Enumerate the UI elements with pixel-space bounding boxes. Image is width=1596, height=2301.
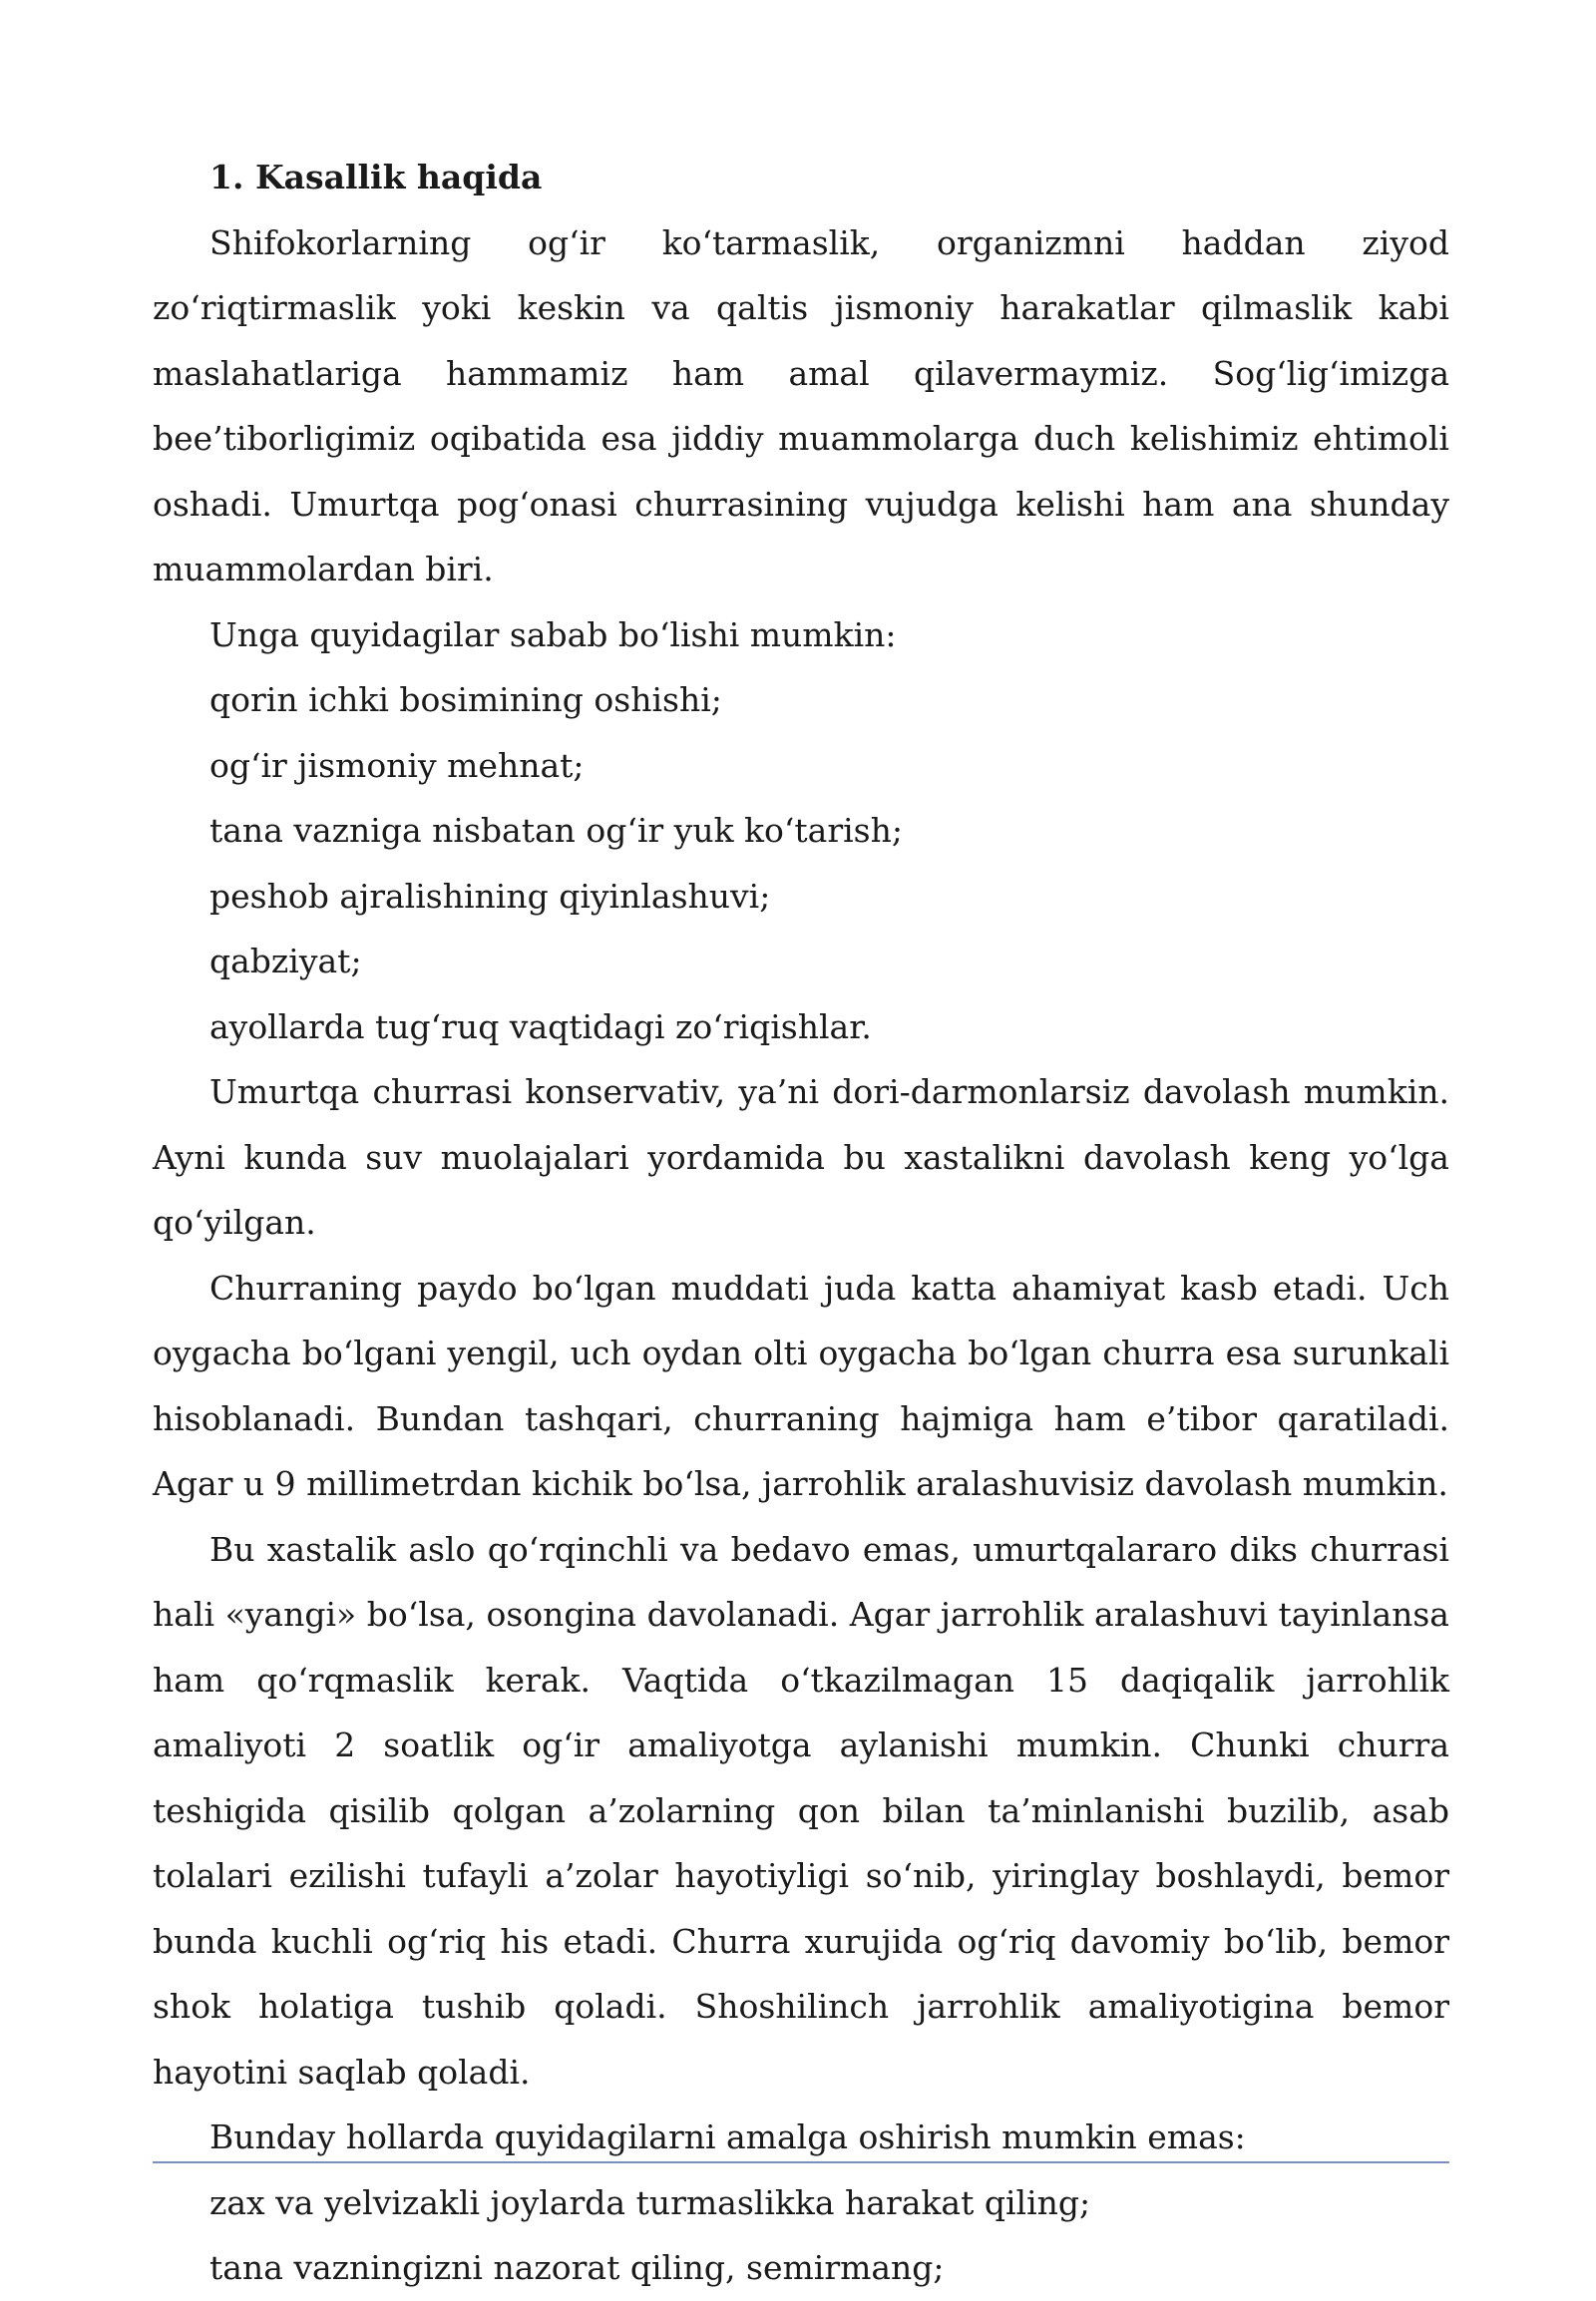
- paragraph-causes-lead: Unga quyidagilar sabab bo‘lishi mumkin:: [209, 614, 897, 654]
- document-page: [153, 145, 1449, 2301]
- list-item-cause: tana vazniga nisbatan og‘ir yuk ko‘tarish;: [209, 811, 903, 850]
- list-item-cause: ayollarda tug‘ruq vaqtidagi zo‘riqishlar.: [209, 1006, 872, 1046]
- list-item-cause: peshob ajralishining qiyinlashuvi;: [209, 876, 771, 916]
- paragraph-duration: Churraning paydo bo‘lgan muddati juda katta ahamiyat kasb etadi. Uch oygacha bo‘lgani yengil, uch oydan olti oygacha bo‘lgan churra esa surunkali hisoblanadi. Bundan tashqari, churraning hajmiga ham e’tibor qaratiladi. Agar u 9 millimetrdan kichik bo‘lsa, jarrohlik aralashuvisiz davolash mumkin.: [153, 1268, 1449, 1503]
- list-item-cause: qabziyat;: [209, 942, 362, 980]
- list-item-cause: og‘ir jismoniy mehnat;: [209, 745, 585, 785]
- paragraph-advice-lead: Bunday hollarda quyidagilarni amalga oshirish mumkin emas:: [209, 2117, 1246, 2156]
- paragraph-surgery: Bu xastalik aslo qo‘rqinchli va bedavo emas, umurtqalararo diks churrasi hali «yangi» bo‘lsa, osongina davolanadi. Agar jarrohlik aralashuvi tayinlansa ham qo‘rqmaslik kerak. Vaqtida o‘tkazilmagan 15 daqiqalik jarrohlik amaliyoti 2 soatlik og‘ir amaliyotga aylanishi mumkin. Chunki churra teshigida qisilib qolgan a’zolarning qon bilan ta’minlanishi buzilib, asab tolalari ezilishi tufayli a’zolar hayotiyligi so‘nib, yiringlay boshlaydi, bemor bunda kuchli og‘riq his etadi. Churra xurujida og‘riq davomiy bo‘lib, bemor shok holatiga tushib qoladi. Shoshilinch jarrohlik amaliyotigina bemor hayotini saqlab qoladi.: [153, 1529, 1449, 2092]
- list-item-advice: zax va yelvizakli joylarda turmaslikka harakat qiling;: [209, 2182, 1091, 2222]
- paragraph-treatment: Umurtqa churrasi konservativ, ya’ni dori-darmonlarsiz davolash mumkin. Ayni kunda suv muolajalari yordamida bu xastalikni davolash keng yo‘lga qo‘yilgan.: [153, 1072, 1449, 1242]
- section-heading: 1. Kasallik haqida: [209, 158, 543, 196]
- footer-divider: [153, 2161, 1449, 2163]
- list-item-cause: qorin ichki bosimining oshishi;: [209, 680, 722, 719]
- paragraph-intro: Shifokorlarning og‘ir ko‘tarmaslik, organizmni haddan ziyod zo‘riqtirmaslik yoki keskin va qaltis jismoniy harakatlar qilmaslik kabi maslahatlariga hammamiz ham amal qilavermaymiz. Sog‘lig‘imizga bee’tiborligimiz oqibatida esa jiddiy muammolarga duch kelishimiz ehtimoli oshadi. Umurtqa pog‘onasi churrasining vujudga kelishi ham ana shunday muammolardan biri.: [153, 222, 1449, 588]
- list-item-advice: tana vazningizni nazorat qiling, semirmang;: [209, 2248, 945, 2287]
